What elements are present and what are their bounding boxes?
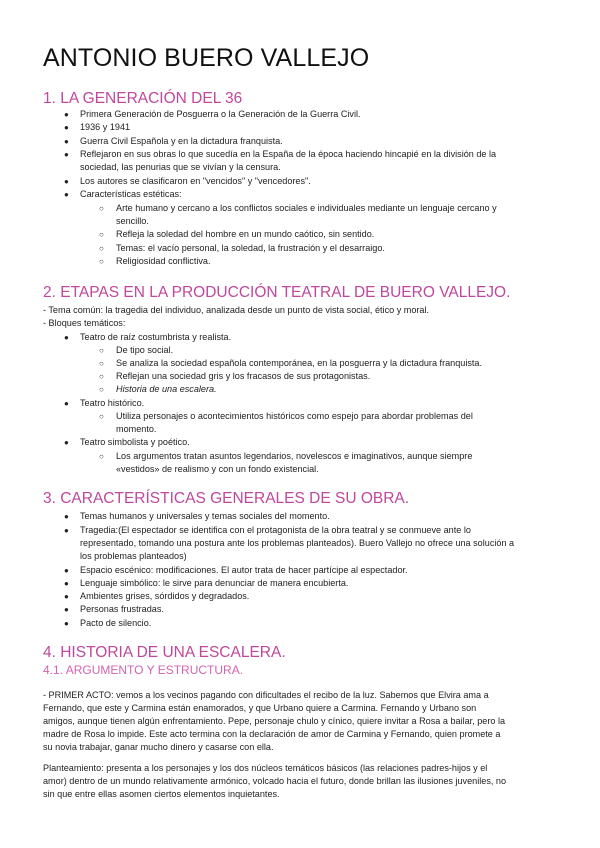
paragraph-line: amor) dentro de un mundo relativamente armónico, volcado hacia el futuro, donde brillan las ilusiones juveniles, no (43, 776, 507, 786)
sub-list-item: Reflejan una sociedad gris y los fracasos de sus protagonistas. (116, 371, 371, 381)
list-item: Teatro de raíz costumbrista y realista. (80, 332, 232, 342)
list-item: Primera Generación de Posguerra o la Generación de la Guerra Civil. (80, 109, 361, 119)
subsection-heading: 4.1. ARGUMENTO Y ESTRUCTURA. (43, 663, 244, 677)
sub-bullet-circle: ○ (99, 244, 104, 253)
paragraph-line: Fernando, que este y Carmina están enamorados, y que Urbano quiere a Carmina. Fernando y Urbano son (43, 703, 477, 713)
paragraph-line: madre de Rosa lo impide. Este acto termina con la declaración de amor de Carmina y Fernando, quien promete a (43, 729, 501, 739)
sub-bullet-circle: ○ (99, 452, 104, 461)
sub-bullet-circle: ○ (99, 204, 104, 213)
sub-list-item-continuation: sencillo. (116, 216, 149, 226)
list-item-continuation: los problemas planteados) (80, 551, 187, 561)
list-item: Características estéticas: (80, 189, 182, 199)
sub-bullet-circle: ○ (99, 346, 104, 355)
bullet-dot: ● (64, 123, 69, 132)
paragraph-line: - Tema común: la tragedia del individuo, analizada desde un punto de vista social, ético y moral. (43, 305, 430, 315)
sub-list-item: Temas: el vacío personal, la soledad, la frustración y el desarraigo. (116, 243, 385, 253)
bullet-dot: ● (64, 333, 69, 342)
sub-bullet-circle: ○ (99, 385, 104, 394)
sub-list-item: Utiliza personajes o acontecimientos históricos como espejo para abordar problemas del (116, 411, 473, 421)
sub-list-item: Refleja la soledad del hombre en un mundo caótico, sin sentido. (116, 229, 375, 239)
paragraph-line: - PRIMER ACTO: vemos a los vecinos pagando con dificultades el recibo de la luz. Sabemos que Elvira ama a (43, 690, 489, 700)
paragraph-line: - Bloques temáticos: (43, 318, 126, 328)
list-item: Espacio escénico: modificaciones. El autor trata de hacer partícipe al espectador. (80, 565, 408, 575)
list-item-continuation: sociedad, las penurias que se vivían y la censura. (80, 162, 281, 172)
sub-bullet-circle: ○ (99, 412, 104, 421)
list-item: Ambientes grises, sórdidos y degradados. (80, 591, 250, 601)
bullet-dot: ● (64, 512, 69, 521)
bullet-dot: ● (64, 399, 69, 408)
bullet-dot: ● (64, 605, 69, 614)
section-1-heading: 1. LA GENERACIÓN DEL 36 (43, 90, 243, 107)
bullet-dot: ● (64, 110, 69, 119)
list-item: Personas frustradas. (80, 604, 164, 614)
list-item: Guerra Civil Española y en la dictadura franquista. (80, 136, 283, 146)
sub-list-item: Los argumentos tratan asuntos legendarios, novelescos e imaginativos, aunque siempre (116, 451, 473, 461)
bullet-dot: ● (64, 150, 69, 159)
list-item: Temas humanos y universales y temas sociales del momento. (80, 511, 330, 521)
bullet-dot: ● (64, 438, 69, 447)
list-item: Pacto de silencio. (80, 618, 152, 628)
list-item: Teatro histórico. (80, 398, 145, 408)
list-item: Lenguaje simbólico: le sirve para denunciar de manera encubierta. (80, 578, 349, 588)
sub-list-item: Historia de una escalera. (116, 384, 217, 394)
sub-list-item: Religiosidad conflictiva. (116, 256, 211, 266)
sub-bullet-circle: ○ (99, 257, 104, 266)
paragraph-line: sin que entre ellas asomen ciertos elementos inquietantes. (43, 789, 280, 799)
paragraph-line: Planteamiento: presenta a los personajes y los dos núcleos temáticos básicos (las relaciones padres-hijos y el (43, 763, 488, 773)
paragraph-line: su novia trabajar, ganar mucho dinero y casarse con ella. (43, 742, 274, 752)
sub-list-item-continuation: momento. (116, 424, 157, 434)
sub-bullet-circle: ○ (99, 230, 104, 239)
list-item: Reflejaron en sus obras lo que sucedía en la España de la época haciendo hincapié en la división de la (80, 149, 497, 159)
section-3-heading: 3. CARACTERÍSTICAS GENERALES DE SU OBRA. (43, 490, 410, 507)
bullet-dot: ● (64, 619, 69, 628)
list-item-continuation: representado, tomando una postura ante los problemas planteados). Buero Vallejo no ofrece una solución a (80, 538, 515, 548)
section-4-heading: 4. HISTORIA DE UNA ESCALERA. (43, 644, 286, 661)
sub-list-item: Se analiza la sociedad española contemporánea, en la posguerra y la dictadura franquista. (116, 358, 483, 368)
document-title: ANTONIO BUERO VALLEJO (43, 44, 370, 72)
paragraph-line: amigos, aunque tienen algún enfrentamiento. Pepe, personaje chulo y cínico, quiere invitar a Rosa a bailar, pero la (43, 716, 506, 726)
bullet-dot: ● (64, 177, 69, 186)
sub-list-item: Arte humano y cercano a los conflictos sociales e individuales mediante un lenguaje cercano y (116, 203, 497, 213)
bullet-dot: ● (64, 592, 69, 601)
bullet-dot: ● (64, 137, 69, 146)
sub-bullet-circle: ○ (99, 359, 104, 368)
section-2-heading: 2. ETAPAS EN LA PRODUCCIÓN TEATRAL DE BUERO VALLEJO. (43, 284, 511, 301)
bullet-dot: ● (64, 526, 69, 535)
bullet-dot: ● (64, 190, 69, 199)
list-item: Los autores se clasificaron en "vencidos" y "vencedores". (80, 176, 311, 186)
list-item: Teatro simbolista y poético. (80, 437, 190, 447)
sub-bullet-circle: ○ (99, 372, 104, 381)
bullet-dot: ● (64, 566, 69, 575)
list-item: Tragedia:(El espectador se identifica con el protagonista de la obra teatral y se conmueve ante lo (80, 525, 471, 535)
list-item: 1936 y 1941 (80, 122, 131, 132)
sub-list-item-continuation: «vestidos» de realismo y con un fondo existencial. (116, 464, 319, 474)
sub-list-item: De tipo social. (116, 345, 174, 355)
bullet-dot: ● (64, 579, 69, 588)
